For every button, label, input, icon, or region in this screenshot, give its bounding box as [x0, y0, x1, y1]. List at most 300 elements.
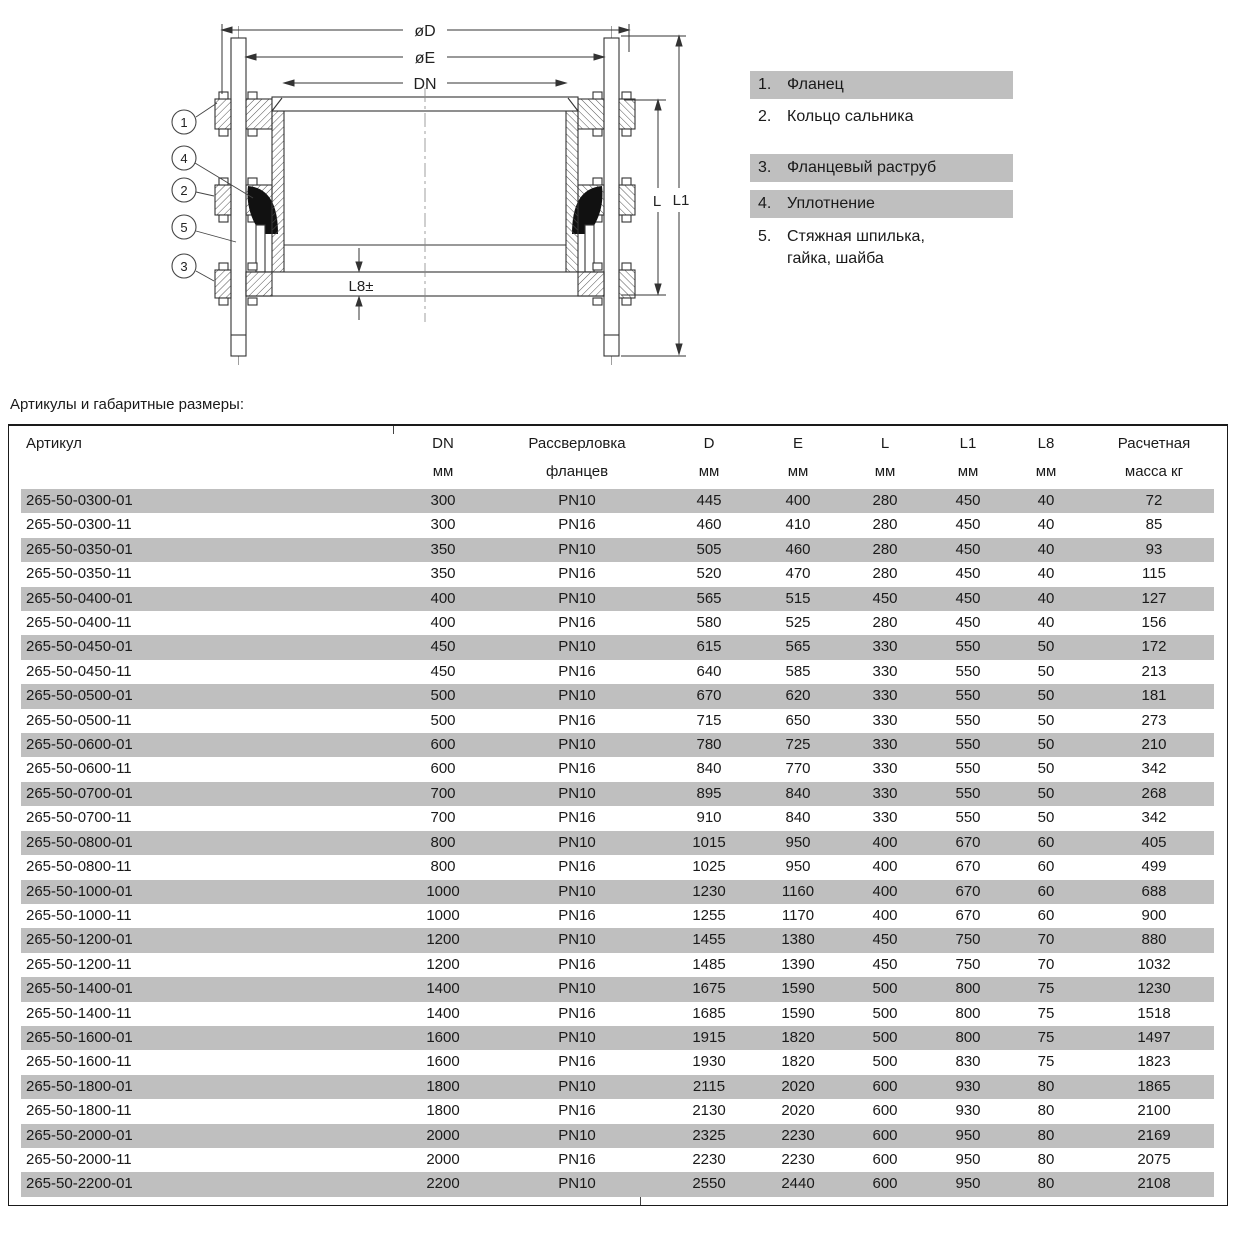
table-cell: 2115: [667, 1075, 751, 1099]
table-cell: 1820: [751, 1026, 845, 1050]
table-cell: 80: [1011, 1075, 1081, 1099]
table-cell: PN16: [558, 1102, 596, 1120]
table-row: [9, 1026, 1227, 1050]
table-cell: 840: [751, 782, 845, 806]
table-cell: 40: [1037, 516, 1055, 534]
table-cell: 265-50-0500-11: [26, 711, 132, 729]
table-row: [9, 880, 1227, 904]
table-cell: PN16: [558, 565, 596, 583]
table-cell: 640: [696, 662, 722, 680]
legend-item-seal: [750, 190, 1013, 218]
table-cell: 450: [872, 955, 898, 973]
legend-label: Уплотнение: [787, 195, 875, 212]
table-cell: 565: [667, 587, 751, 611]
table-cell: 1255: [692, 906, 726, 924]
table-cell: 1590: [781, 1004, 815, 1022]
table-cell: 1200: [399, 928, 487, 952]
table-cell: PN10: [487, 782, 667, 806]
table-cell: 900: [1141, 906, 1167, 924]
table-row: [9, 1172, 1227, 1196]
table-cell: 450: [845, 587, 925, 611]
table-cell: 342: [1141, 809, 1167, 827]
table-cell: 1590: [751, 977, 845, 1001]
table-cell: 80: [1011, 1172, 1081, 1196]
table-cell: 565: [751, 635, 845, 659]
table-row: [9, 1099, 1227, 1123]
table-cell: 265-50-0700-01: [9, 782, 399, 806]
table-cell: 330: [845, 782, 925, 806]
table-cell: 2020: [751, 1075, 845, 1099]
table-cell: 400: [872, 858, 898, 876]
table-cell: 880: [1081, 928, 1227, 952]
table-cell: 50: [1011, 635, 1081, 659]
left-stud-assembly: [215, 26, 284, 368]
table-cell: 265-50-0350-11: [26, 565, 132, 583]
table-cell: 1000: [426, 906, 460, 924]
table-cell: 895: [667, 782, 751, 806]
table-row: [9, 489, 1227, 513]
table-cell: 910: [696, 809, 722, 827]
table-cell: 1485: [692, 955, 726, 973]
table-cell: 450: [925, 587, 1011, 611]
table-cell: 2108: [1081, 1172, 1227, 1196]
table-cell: 2075: [1137, 1150, 1171, 1168]
dim-label-l1: L1: [672, 192, 690, 209]
col-header-drilling: Рассверловка фланцев: [528, 435, 626, 480]
table-cell: 265-50-0400-11: [26, 614, 132, 632]
table-cell: 265-50-0700-11: [26, 809, 132, 827]
table-cell: 50: [1011, 733, 1081, 757]
table-cell: 265-50-1600-01: [9, 1026, 399, 1050]
table-cell: 400: [845, 880, 925, 904]
table-cell: 265-50-1200-11: [26, 955, 132, 973]
table-cell: 50: [1037, 809, 1055, 827]
col-header-l1: L1 мм: [957, 435, 979, 480]
dim-label-od: øD: [414, 23, 436, 40]
border-tick-bottom: [640, 1197, 641, 1205]
table-row: [9, 1148, 1227, 1172]
table-cell: 550: [925, 782, 1011, 806]
table-cell: 550: [955, 711, 981, 729]
table-cell: 550: [925, 635, 1011, 659]
table-cell: 70: [1037, 955, 1055, 973]
dimensions-table-body: [9, 489, 1227, 1197]
table-cell: 40: [1037, 565, 1055, 583]
table-cell: PN10: [487, 1075, 667, 1099]
table-cell: 2440: [751, 1172, 845, 1196]
table-row: [9, 782, 1227, 806]
table-cell: PN10: [487, 1124, 667, 1148]
table-cell: 350: [399, 538, 487, 562]
table-cell: 550: [955, 760, 981, 778]
table-cell: PN16: [558, 516, 596, 534]
table-cell: 1390: [781, 955, 815, 973]
legend-label: [787, 226, 1013, 270]
table-row: [9, 928, 1227, 952]
table-cell: 93: [1081, 538, 1227, 562]
table-row: [9, 513, 1227, 537]
table-cell: 550: [955, 809, 981, 827]
table-cell: 840: [785, 809, 811, 827]
table-cell: 2230: [781, 1150, 815, 1168]
table-cell: 40: [1011, 587, 1081, 611]
table-cell: 600: [845, 1172, 925, 1196]
table-cell: 50: [1037, 662, 1055, 680]
table-cell: 670: [667, 684, 751, 708]
table-row: [9, 831, 1227, 855]
table-cell: PN16: [558, 809, 596, 827]
table-cell: 600: [430, 760, 456, 778]
table-cell: PN10: [487, 977, 667, 1001]
table-cell: 2100: [1137, 1102, 1171, 1120]
table-cell: 400: [872, 906, 898, 924]
table-cell: 273: [1141, 711, 1167, 729]
table-cell: 75: [1011, 977, 1081, 1001]
table-cell: PN16: [558, 662, 596, 680]
table-cell: 525: [785, 614, 811, 632]
table-cell: 265-50-1600-11: [26, 1053, 132, 1071]
legend-number: 2.: [758, 108, 772, 125]
table-cell: 600: [845, 1124, 925, 1148]
table-cell: 2000: [426, 1150, 460, 1168]
legend-label-line2: гайка, шайба: [787, 250, 884, 267]
table-row: [9, 562, 1227, 586]
table-cell: 499: [1141, 858, 1167, 876]
table-cell: 500: [845, 977, 925, 1001]
table-row: [9, 757, 1227, 781]
table-cell: 265-50-2200-01: [9, 1172, 399, 1196]
table-cell: 280: [872, 565, 898, 583]
table-cell: 127: [1081, 587, 1227, 611]
legend-number: 4.: [758, 195, 772, 212]
table-row: [9, 1050, 1227, 1074]
table-cell: 330: [872, 809, 898, 827]
table-cell: 265-50-0450-01: [9, 635, 399, 659]
table-cell: 950: [751, 831, 845, 855]
legend-number: 5.: [758, 228, 772, 245]
table-cell: 1380: [751, 928, 845, 952]
table-cell: 330: [845, 733, 925, 757]
table-cell: 520: [696, 565, 722, 583]
col-header-article: Артикул: [26, 435, 82, 452]
table-cell: 50: [1037, 711, 1055, 729]
table-cell: 550: [955, 662, 981, 680]
table-cell: PN16: [558, 1053, 596, 1071]
table-cell: PN10: [487, 587, 667, 611]
table-cell: 2020: [781, 1102, 815, 1120]
flange-assembly-drawing: [0, 0, 740, 385]
table-cell: 265-50-1800-11: [26, 1102, 132, 1120]
table-cell: 725: [751, 733, 845, 757]
table-cell: 800: [430, 858, 456, 876]
col-header-l: L мм: [874, 435, 896, 480]
table-cell: 50: [1037, 760, 1055, 778]
table-cell: 75: [1037, 1053, 1055, 1071]
legend-item-gland-ring: [750, 103, 1013, 131]
table-cell: 700: [430, 809, 456, 827]
table-cell: 600: [399, 733, 487, 757]
table-row: [9, 977, 1227, 1001]
table-cell: 1497: [1081, 1026, 1227, 1050]
table-cell: 40: [1011, 489, 1081, 513]
table-cell: 800: [399, 831, 487, 855]
legend-label: Фланцевый раструб: [787, 159, 937, 176]
table-cell: 780: [667, 733, 751, 757]
table-cell: PN10: [487, 831, 667, 855]
table-cell: 950: [925, 1172, 1011, 1196]
table-cell: 1230: [1081, 977, 1227, 1001]
table-cell: PN10: [487, 538, 667, 562]
callout-3: 3: [180, 259, 188, 274]
table-cell: 830: [955, 1053, 981, 1071]
table-row: [9, 587, 1227, 611]
table-cell: 50: [1011, 782, 1081, 806]
table-cell: 75: [1037, 1004, 1055, 1022]
table-cell: 1230: [667, 880, 751, 904]
table-cell: 265-50-1000-11: [26, 906, 132, 924]
table-row: [9, 1075, 1227, 1099]
table-cell: 930: [955, 1102, 981, 1120]
table-cell: 300: [430, 516, 456, 534]
table-cell: 930: [925, 1075, 1011, 1099]
table-header-row: [9, 426, 1227, 489]
table-cell: PN10: [487, 1172, 667, 1196]
table-cell: 268: [1081, 782, 1227, 806]
table-cell: 700: [399, 782, 487, 806]
table-cell: 75: [1011, 1026, 1081, 1050]
table-cell: 770: [785, 760, 811, 778]
table-cell: 60: [1011, 880, 1081, 904]
table-cell: PN16: [558, 906, 596, 924]
table-row: [9, 660, 1227, 684]
table-row: [9, 904, 1227, 928]
table-cell: 400: [751, 489, 845, 513]
table-cell: 265-50-2000-01: [9, 1124, 399, 1148]
table-cell: 450: [955, 565, 981, 583]
table-cell: 210: [1081, 733, 1227, 757]
table-row: [9, 733, 1227, 757]
table-cell: 500: [845, 1026, 925, 1050]
table-cell: PN16: [558, 711, 596, 729]
table-cell: 1400: [399, 977, 487, 1001]
table-cell: 450: [925, 538, 1011, 562]
table-cell: 400: [430, 614, 456, 632]
table-cell: 40: [1011, 538, 1081, 562]
table-row: [9, 709, 1227, 733]
table-cell: PN16: [558, 955, 596, 973]
legend-label-line1: Стяжная шпилька,: [787, 228, 925, 245]
table-cell: 80: [1037, 1102, 1055, 1120]
legend-item-flanged-socket: [750, 154, 1013, 182]
table-cell: 1800: [399, 1075, 487, 1099]
legend-label: Кольцо сальника: [787, 108, 914, 125]
table-cell: 265-50-0600-11: [26, 760, 132, 778]
table-cell: 2325: [667, 1124, 751, 1148]
table-cell: PN16: [558, 858, 596, 876]
table-cell: 265-50-0450-11: [26, 662, 132, 680]
table-cell: PN10: [487, 684, 667, 708]
table-cell: 265-50-0350-01: [9, 538, 399, 562]
table-row: [9, 806, 1227, 830]
pipe-body: [246, 88, 604, 322]
table-cell: 670: [955, 906, 981, 924]
table-cell: PN16: [558, 1150, 596, 1168]
table-cell: 715: [696, 711, 722, 729]
table-cell: 181: [1081, 684, 1227, 708]
table-cell: 445: [667, 489, 751, 513]
legend-item-flange: [750, 71, 1013, 99]
table-cell: 1800: [426, 1102, 460, 1120]
col-header-l8: L8 мм: [1035, 435, 1057, 480]
table-cell: 505: [667, 538, 751, 562]
col-header-mass: Расчетная масса кг: [1117, 435, 1191, 480]
table-cell: 750: [955, 955, 981, 973]
table-cell: 1823: [1137, 1053, 1171, 1071]
table-cell: PN16: [558, 1004, 596, 1022]
table-cell: 1032: [1137, 955, 1171, 973]
table-cell: 342: [1141, 760, 1167, 778]
table-row: [9, 635, 1227, 659]
table-cell: 2550: [667, 1172, 751, 1196]
table-cell: 72: [1081, 489, 1227, 513]
table-cell: 670: [925, 831, 1011, 855]
table-cell: 405: [1081, 831, 1227, 855]
table-cell: 450: [430, 662, 456, 680]
table-cell: 450: [925, 489, 1011, 513]
table-row: [9, 1124, 1227, 1148]
table-cell: 500: [872, 1004, 898, 1022]
table-cell: 40: [1037, 614, 1055, 632]
table-cell: 580: [696, 614, 722, 632]
table-cell: 1025: [692, 858, 726, 876]
table-cell: 600: [845, 1075, 925, 1099]
dim-label-l: L: [652, 193, 662, 210]
table-cell: 500: [872, 1053, 898, 1071]
table-cell: PN10: [487, 635, 667, 659]
table-cell: 265-50-1000-01: [9, 880, 399, 904]
table-cell: 1685: [692, 1004, 726, 1022]
table-cell: 60: [1037, 906, 1055, 924]
table-cell: 550: [925, 684, 1011, 708]
table-cell: 470: [785, 565, 811, 583]
table-cell: 172: [1081, 635, 1227, 659]
table-cell: 615: [667, 635, 751, 659]
table-cell: 60: [1011, 831, 1081, 855]
dimensions-table-frame: [8, 424, 1228, 1206]
table-cell: 265-50-1800-01: [9, 1075, 399, 1099]
table-cell: 265-50-0500-01: [9, 684, 399, 708]
col-header-d: D мм: [698, 435, 720, 480]
table-cell: 1015: [667, 831, 751, 855]
table-cell: 585: [785, 662, 811, 680]
table-row: [9, 953, 1227, 977]
table-cell: 1915: [667, 1026, 751, 1050]
legend-label: Фланец: [787, 76, 844, 93]
table-cell: 670: [955, 858, 981, 876]
table-cell: 330: [845, 684, 925, 708]
table-cell: 1865: [1081, 1075, 1227, 1099]
table-cell: 650: [785, 711, 811, 729]
table-cell: 330: [872, 760, 898, 778]
callout-4: 4: [180, 151, 188, 166]
table-cell: 330: [872, 711, 898, 729]
table-cell: PN10: [487, 733, 667, 757]
table-cell: 330: [872, 662, 898, 680]
right-stud-assembly: [566, 26, 635, 368]
table-cell: 620: [751, 684, 845, 708]
callout-1: 1: [180, 115, 188, 130]
table-cell: 265-50-0600-01: [9, 733, 399, 757]
table-cell: 750: [925, 928, 1011, 952]
table-cell: 265-50-0800-01: [9, 831, 399, 855]
table-cell: 280: [872, 516, 898, 534]
table-cell: PN10: [487, 928, 667, 952]
table-cell: 950: [785, 858, 811, 876]
table-cell: 800: [925, 1026, 1011, 1050]
table-cell: 115: [1142, 565, 1166, 583]
table-cell: 410: [785, 516, 811, 534]
table-cell: 1518: [1137, 1004, 1171, 1022]
table-cell: 330: [845, 635, 925, 659]
dim-label-l8: L8±: [348, 278, 374, 295]
table-cell: 1170: [781, 906, 815, 924]
table-cell: 280: [845, 538, 925, 562]
dim-label-dn: DN: [413, 76, 437, 93]
dim-label-oe: øE: [414, 50, 436, 67]
table-cell: 50: [1011, 684, 1081, 708]
table-cell: 2230: [692, 1150, 726, 1168]
table-cell: 1600: [399, 1026, 487, 1050]
table-cell: 840: [696, 760, 722, 778]
table-row: [9, 855, 1227, 879]
table-cell: 265-50-0300-11: [26, 516, 132, 534]
table-cell: 688: [1081, 880, 1227, 904]
table-cell: 400: [399, 587, 487, 611]
table-cell: 460: [751, 538, 845, 562]
table-cell: 800: [925, 977, 1011, 1001]
table-cell: 280: [872, 614, 898, 632]
table-cell: 500: [430, 711, 456, 729]
table-row: [9, 611, 1227, 635]
table-cell: 60: [1037, 858, 1055, 876]
table-cell: 300: [399, 489, 487, 513]
table-cell: PN10: [487, 489, 667, 513]
table-cell: 85: [1145, 516, 1163, 534]
table-cell: 2130: [692, 1102, 726, 1120]
table-cell: 350: [430, 565, 456, 583]
table-cell: 265-50-1400-11: [26, 1004, 132, 1022]
table-cell: 450: [845, 928, 925, 952]
table-cell: PN10: [487, 880, 667, 904]
dimensions-table: [9, 426, 1227, 1197]
table-cell: 2200: [399, 1172, 487, 1196]
table-cell: 70: [1011, 928, 1081, 952]
table-title: Артикулы и габаритные размеры:: [10, 396, 244, 413]
table-cell: 460: [696, 516, 722, 534]
table-row: [9, 538, 1227, 562]
table-cell: PN10: [487, 1026, 667, 1050]
table-cell: 1200: [426, 955, 460, 973]
callout-2: 2: [180, 183, 188, 198]
col-header-dn: DN мм: [432, 435, 454, 480]
table-cell: PN16: [558, 614, 596, 632]
table-cell: 156: [1141, 614, 1167, 632]
table-cell: 1930: [692, 1053, 726, 1071]
col-header-e: E мм: [787, 435, 809, 480]
table-cell: 1000: [399, 880, 487, 904]
table-cell: 600: [872, 1102, 898, 1120]
table-cell: 600: [872, 1150, 898, 1168]
